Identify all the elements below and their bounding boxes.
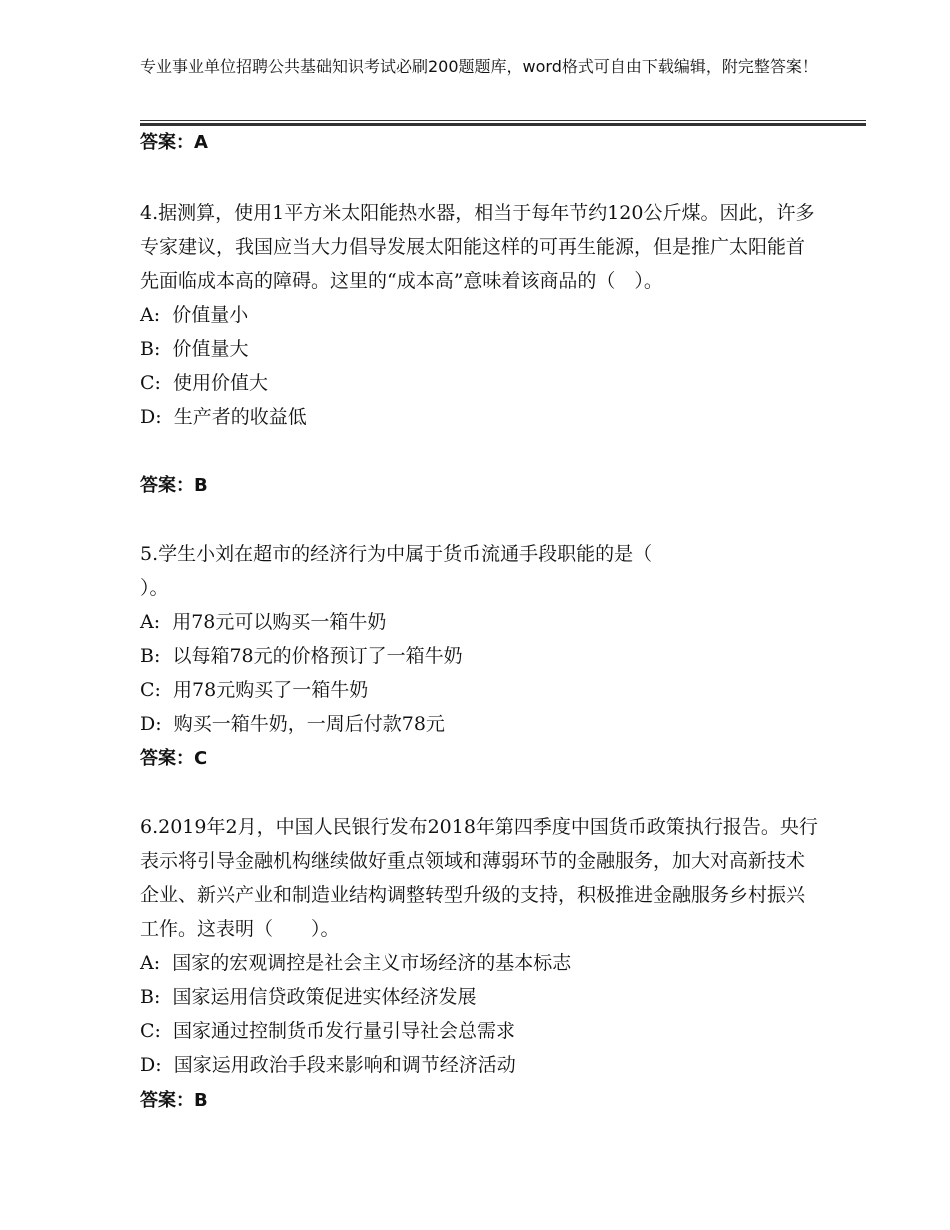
answer-label: 答案：C bbox=[140, 748, 208, 769]
question-6 bbox=[140, 810, 820, 1082]
option-letter: B: bbox=[140, 338, 161, 360]
option-text: 用78元购买了一箱牛奶 bbox=[173, 679, 369, 701]
option-a bbox=[140, 298, 820, 332]
option-letter: A: bbox=[140, 304, 161, 326]
option-text: 购买一箱牛奶，一周后付款78元 bbox=[173, 713, 445, 735]
option-text: 国家运用政治手段来影响和调节经济活动 bbox=[173, 1054, 516, 1076]
option-text: 使用价值大 bbox=[173, 372, 269, 394]
header-divider-thick bbox=[140, 123, 866, 126]
answer-label: 答案：B bbox=[140, 475, 208, 496]
page-header: 专业事业单位招聘公共基础知识考试必刷200题题库，word格式可自由下载编辑，附完整答案！ bbox=[140, 57, 818, 76]
option-text: 生产者的收益低 bbox=[173, 406, 307, 428]
answer-label: 答案：A bbox=[140, 132, 208, 153]
answer-label: 答案：B bbox=[140, 1090, 208, 1111]
option-b bbox=[140, 639, 820, 673]
option-letter: C: bbox=[140, 679, 161, 701]
option-letter: D: bbox=[140, 406, 162, 428]
option-text: 以每箱78元的价格预订了一箱牛奶 bbox=[172, 645, 463, 667]
option-text: 国家的宏观调控是社会主义市场经济的基本标志 bbox=[172, 952, 572, 974]
option-letter: C: bbox=[140, 1020, 161, 1042]
option-d bbox=[140, 400, 820, 434]
header-divider-thin bbox=[140, 120, 866, 121]
option-letter: B: bbox=[140, 986, 161, 1008]
option-letter: B: bbox=[140, 645, 161, 667]
option-b bbox=[140, 980, 820, 1014]
option-a bbox=[140, 605, 820, 639]
option-text: 国家通过控制货币发行量引导社会总需求 bbox=[173, 1020, 516, 1042]
option-letter: A: bbox=[140, 952, 161, 974]
option-c bbox=[140, 366, 820, 400]
option-text: 用78元可以购买一箱牛奶 bbox=[172, 611, 387, 633]
question-stem: 5.学生小刘在超市的经济行为中属于货币流通手段职能的是（ ）。 bbox=[140, 543, 653, 599]
question-stem: 4.据测算，使用1平方米太阳能热水器，相当于每年节约120公斤煤。因此，许多专家建议，我国应当大力倡导发展太阳能这样的可再生能源，但是推广太阳能首先面临成本高的障碍。这里的“成本高”意味着该商品的（ ）。 bbox=[140, 202, 815, 292]
question-4 bbox=[140, 196, 820, 434]
option-c bbox=[140, 1014, 820, 1048]
option-letter: C: bbox=[140, 372, 161, 394]
option-c bbox=[140, 673, 820, 707]
option-b bbox=[140, 332, 820, 366]
question-stem: 6.2019年2月，中国人民银行发布2018年第四季度中国货币政策执行报告。央行表示将引导金融机构继续做好重点领域和薄弱环节的金融服务，加大对高新技术企业、新兴产业和制造业结构调整转型升级的支持，积极推进金融服务乡村振兴工作。这表明（ ）。 bbox=[140, 816, 818, 940]
option-text: 价值量小 bbox=[172, 304, 249, 326]
option-d bbox=[140, 707, 820, 741]
option-text: 价值量大 bbox=[172, 338, 249, 360]
option-letter: A: bbox=[140, 611, 161, 633]
question-5 bbox=[140, 537, 820, 741]
option-text: 国家运用信贷政策促进实体经济发展 bbox=[172, 986, 477, 1008]
option-letter: D: bbox=[140, 713, 162, 735]
option-letter: D: bbox=[140, 1054, 162, 1076]
option-d bbox=[140, 1048, 820, 1082]
option-a bbox=[140, 946, 820, 980]
